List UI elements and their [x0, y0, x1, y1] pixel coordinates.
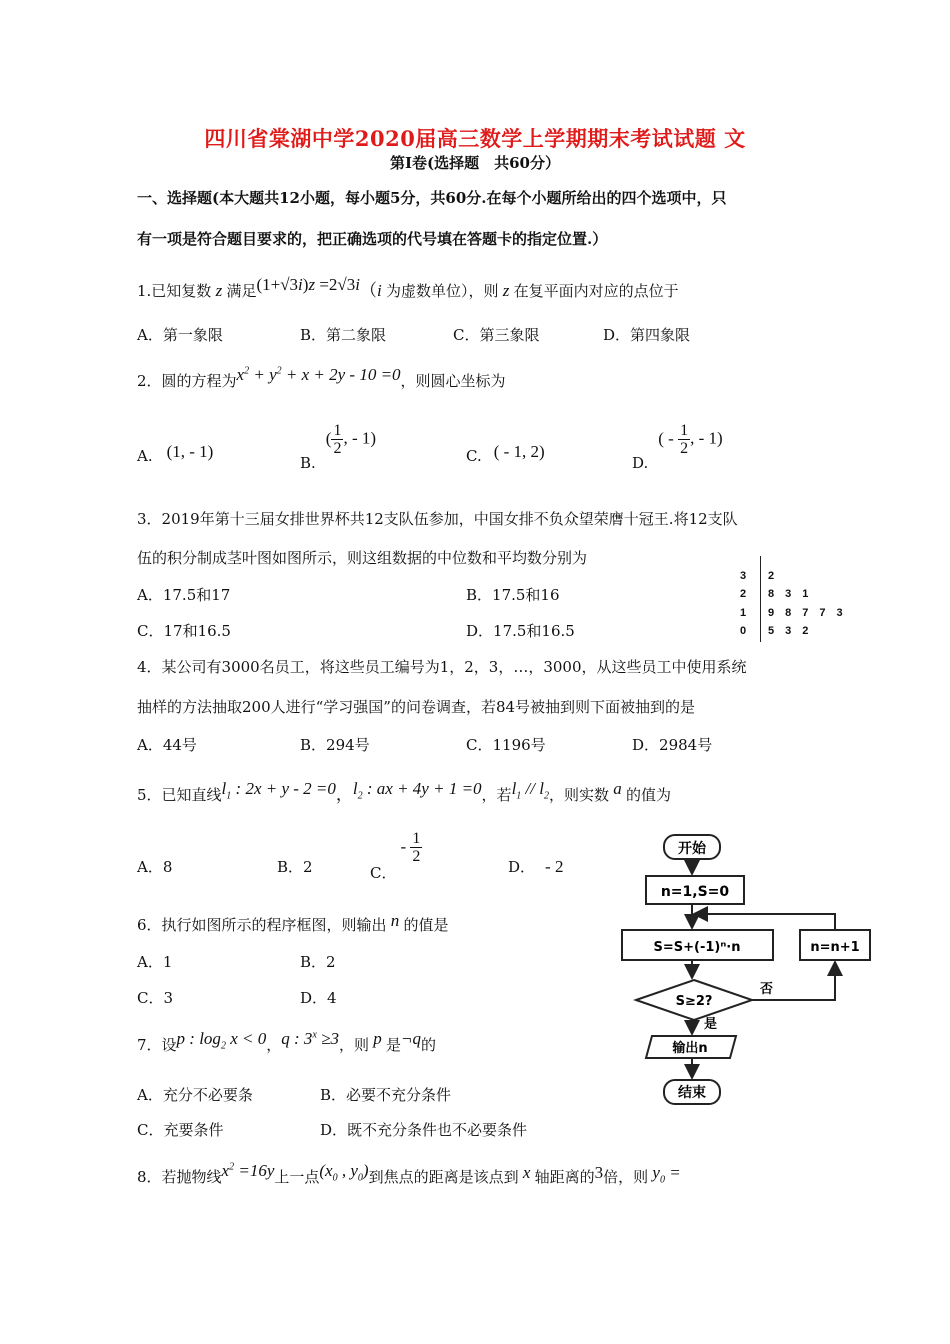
q4-option-a[interactable]: A．44号 [137, 736, 197, 754]
q3-option-c[interactable]: C．17和16.5 [137, 622, 231, 640]
section-instructions-line1: 一、选择题(本大题共12小题，每小题5分，共60分.在每个小题所给出的四个选项中，只 [137, 189, 727, 207]
question-4-line1: 4．某公司有3000名员工，将这些员工编号为1，2，3，…，3000，从这些员工中使用系统 [137, 658, 747, 676]
question-4-line2: 抽样的方法抽取200人进行“学习强国”的问卷调查，若84号被抽到则下面被抽到的是 [137, 698, 696, 716]
q5-option-b[interactable]: B．2 [277, 858, 313, 876]
q4-option-b[interactable]: B．294号 [300, 736, 370, 754]
q5-option-a[interactable]: A．8 [137, 858, 173, 876]
question-5: 5．已知直线$l_1$ : 2x + y - 2 =0，$l_2$ : ax + 4y + 1 =0，若$l_1 // l_2$，则实数 a 的值为 [137, 779, 671, 804]
flow-end: 结束 [678, 1085, 706, 1101]
flow-no-label: 否 [760, 982, 774, 997]
question-1: 1.已知复数 z 满足(1+√3i)z =2√3i（i 为虚数单位），则 z 在复平面内对应的点位于 [137, 275, 679, 300]
q6-option-b[interactable]: B．2 [300, 953, 336, 971]
stem-leaf-row: 3 2 [740, 570, 786, 582]
q1-option-b[interactable]: B．第二象限 [300, 326, 387, 344]
stem-leaf-plot [730, 556, 862, 642]
stem-leaf-row: 1 98773 [740, 607, 854, 619]
part-heading: 第I卷(选择题 共60分） [390, 154, 560, 172]
q7-option-d[interactable]: D．既不充分条件也不必要条件 [320, 1121, 528, 1139]
q2-option-b[interactable]: B.( $\frac{1}{2}$ , - 1) [300, 422, 377, 472]
flow-condition: S≥2? [675, 994, 713, 1009]
q4-option-d[interactable]: D．2984号 [632, 736, 713, 754]
flow-yes-label: 是 [704, 1017, 718, 1032]
q7-option-b[interactable]: B．必要不充分条件 [320, 1086, 452, 1104]
q2-option-a[interactable]: A. (1, - 1) [137, 442, 214, 465]
q2-option-d[interactable]: D.( - $\frac{1}{2}$ , - 1) [632, 422, 723, 472]
q6-option-c[interactable]: C．3 [137, 989, 174, 1007]
stem-leaf-row: 2 831 [740, 588, 820, 600]
question-7: 7．设p : $\log_2 x < 0$，q : $3^x \ge 3$，则 p 是¬q的 [137, 1029, 436, 1054]
question-3-line2: 伍的积分制成茎叶图如图所示，则这组数据的中位数和平均数分别为 [137, 549, 588, 567]
q4-option-c[interactable]: C．1196号 [466, 736, 546, 754]
q3-option-d[interactable]: D．17.5和16.5 [466, 622, 575, 640]
q6-option-a[interactable]: A．1 [137, 953, 173, 971]
q7-option-c[interactable]: C．充要条件 [137, 1121, 224, 1139]
q5-option-d[interactable]: D． - 2 [508, 857, 564, 876]
question-3-line1: 3．2019年第十三届女排世界杯共12支队伍参加，中国女排不负众望荣膺十冠王.将12支队 [137, 510, 738, 528]
q1-option-c[interactable]: C．第三象限 [453, 326, 540, 344]
question-2: 2．圆的方程为$x^2 + y^2 + x + 2y - 10 =0$，则圆心坐标为 [137, 365, 506, 390]
section-instructions-line2: 有一项是符合题目要求的，把正确选项的代号填在答题卡的指定位置.） [137, 230, 608, 248]
q5-option-c[interactable]: C．- $\frac{1}{2}$ [370, 830, 421, 882]
page-title: 四川省棠湖中学2020届高三数学上学期期末考试试题 文 [204, 126, 746, 151]
flow-update: S=S+(-1)ⁿ·n [653, 940, 741, 955]
question-6: 6．执行如图所示的程序框图，则输出 n 的值是 [137, 911, 449, 934]
q7-option-a[interactable]: A．充分不必要条 [137, 1086, 253, 1104]
q3-option-b[interactable]: B．17.5和16 [466, 586, 560, 604]
flow-start: 开始 [678, 841, 706, 857]
q6-option-d[interactable]: D．4 [300, 989, 337, 1007]
q1-option-d[interactable]: D．第四象限 [603, 326, 691, 344]
q1-option-a[interactable]: A．第一象限 [137, 326, 223, 344]
q3-option-a[interactable]: A．17.5和17 [137, 586, 231, 604]
flow-increment: n=n+1 [810, 940, 860, 955]
stem-leaf-row: 0 532 [740, 625, 820, 637]
question-8: 8．若抛物线$x^2 =16y$上一点($x_0$ , $y_0$)到焦点的距离是该点到 x 轴距离的3倍，则 $y_0$ = [137, 1161, 681, 1186]
flow-init: n=1,S=0 [660, 884, 730, 900]
flow-output: 输出n [672, 1041, 708, 1056]
q2-option-c[interactable]: C. ( - 1, 2) [466, 442, 545, 465]
